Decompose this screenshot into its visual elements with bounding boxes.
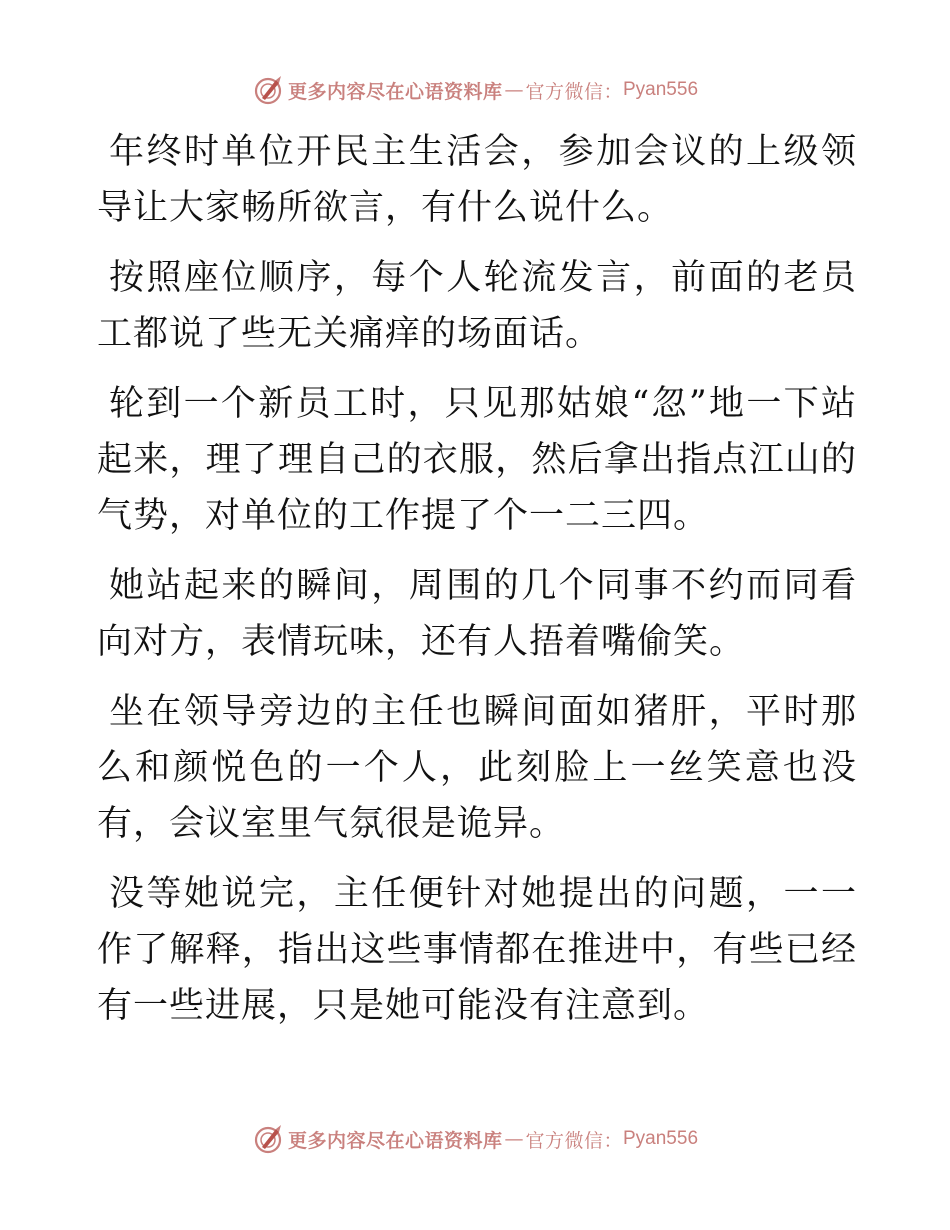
paragraph: 坐在领导旁边的主任也瞬间面如猪肝，平时那么和颜悦色的一个人，此刻脸上一丝笑意也没有，会议室里气氛很是诡异。 xyxy=(97,692,857,844)
paragraph: 年终时单位开民主生活会，参加会议的上级领导让大家畅所欲言，有什么说什么。 xyxy=(97,132,857,228)
banner-dash: — xyxy=(504,1128,524,1150)
banner-site-text: 更多内容尽在心语资料库 xyxy=(287,80,503,103)
header-banner xyxy=(0,70,950,110)
banner-wechat-account: Pyan556 xyxy=(623,1128,699,1149)
banner-site-text: 更多内容尽在心语资料库 xyxy=(287,1129,503,1152)
banner-wechat-label: 官方微信： xyxy=(525,1129,623,1152)
paragraph: 没等她说完，主任便针对她提出的问题，一一作了解释，指出这些事情都在推进中，有些已经有一些进展，只是她可能没有注意到。 xyxy=(97,874,857,1026)
paragraph: 按照座位顺序，每个人轮流发言，前面的老员工都说了些无关痛痒的场面话。 xyxy=(97,258,857,354)
paragraph: 她站起来的瞬间，周围的几个同事不约而同看向对方，表情玩味，还有人捂着嘴偷笑。 xyxy=(97,566,857,662)
banner-wechat-label: 官方微信： xyxy=(525,80,623,103)
banner-dash: — xyxy=(504,79,524,101)
quill-pen-logo-icon xyxy=(252,74,284,106)
banner-wechat-account: Pyan556 xyxy=(623,79,699,100)
quill-pen-logo-icon xyxy=(252,1123,284,1155)
document-body xyxy=(97,124,857,1034)
footer-banner xyxy=(0,1119,950,1159)
paragraph: 轮到一个新员工时，只见那姑娘“忽”地一下站起来，理了理自己的衣服，然后拿出指点江山的气势，对单位的工作提了个一二三四。 xyxy=(97,384,857,536)
